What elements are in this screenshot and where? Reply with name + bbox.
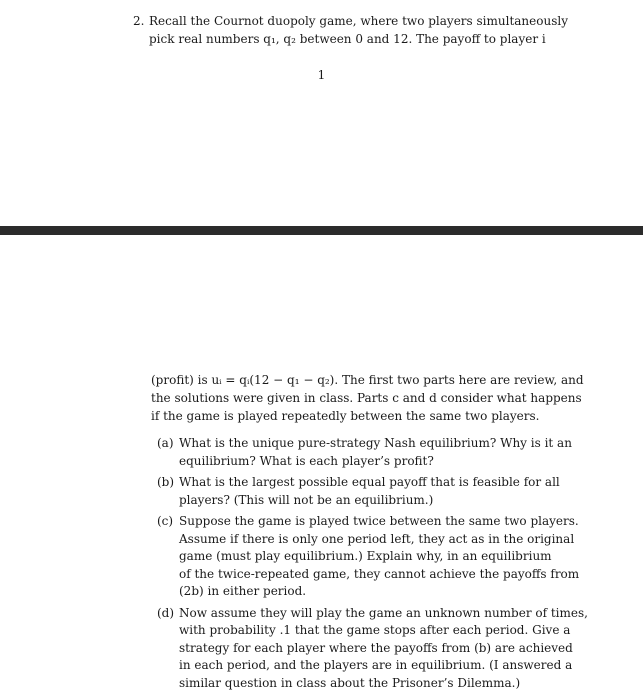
part-line: of the twice-repeated game, they cannot achieve the payoffs from: [179, 566, 580, 581]
intro-line: (profit) is uᵢ = qᵢ(12 − q₁ − q₂). The first two parts here are review, and: [151, 373, 584, 387]
part-line: Assume if there is only one period left, they act as in the original: [179, 531, 575, 546]
part-line: game (must play equilibrium.) Explain why, in an equilibrium: [179, 549, 552, 563]
problem-parts: [157, 435, 588, 696]
problem-line-1: [133, 12, 568, 30]
part-line: What is the unique pure-strategy Nash equilibrium? Why is it an: [179, 436, 572, 450]
problem-text-line-2: pick real numbers q₁, q₂ between 0 and 12. The payoff to player i: [149, 32, 546, 46]
part-line: players? (This will not be an equilibrium.): [179, 492, 434, 507]
intro-line: the solutions were given in class. Parts c and d consider what happens: [151, 391, 582, 405]
part-line: in each period, and the players are in equilibrium. (I answered a: [179, 658, 573, 672]
part-line: similar question in class about the Prisoner’s Dilemma.): [179, 675, 521, 690]
part-d: [157, 605, 588, 693]
problem-continuation: [151, 371, 584, 425]
part-line: with probability .1 that the game stops after each period. Give a: [179, 623, 571, 637]
part-a: [157, 435, 572, 470]
part-line: strategy for each player where the payoffs from (b) are achieved: [179, 640, 573, 655]
part-label: (a): [157, 436, 174, 450]
part-label: (d): [157, 605, 175, 620]
problem-text-line-1: Recall the Cournot duopoly game, where two players simultaneously: [149, 14, 568, 28]
page-top: [0, 0, 643, 226]
part-b: [157, 474, 560, 509]
part-line: Now assume they will play the game an unknown number of times,: [179, 605, 588, 620]
part-line: What is the largest possible equal payoff that is feasible for all: [179, 475, 560, 489]
intro-line: if the game is played repeatedly between the same two players.: [151, 409, 540, 423]
page-bottom: [0, 235, 643, 700]
part-line: Suppose the game is played twice between the same two players.: [179, 514, 579, 528]
page-number: 1: [317, 68, 326, 82]
part-label: (b): [157, 475, 175, 489]
page-break-divider: [0, 226, 643, 235]
problem-number: 2.: [133, 14, 145, 28]
part-label: (c): [157, 514, 174, 528]
part-line: equilibrium? What is each player’s profit?: [179, 453, 434, 468]
problem-2-start: [133, 12, 568, 48]
part-c: [157, 513, 580, 601]
part-line: (2b) in either period.: [179, 584, 307, 598]
